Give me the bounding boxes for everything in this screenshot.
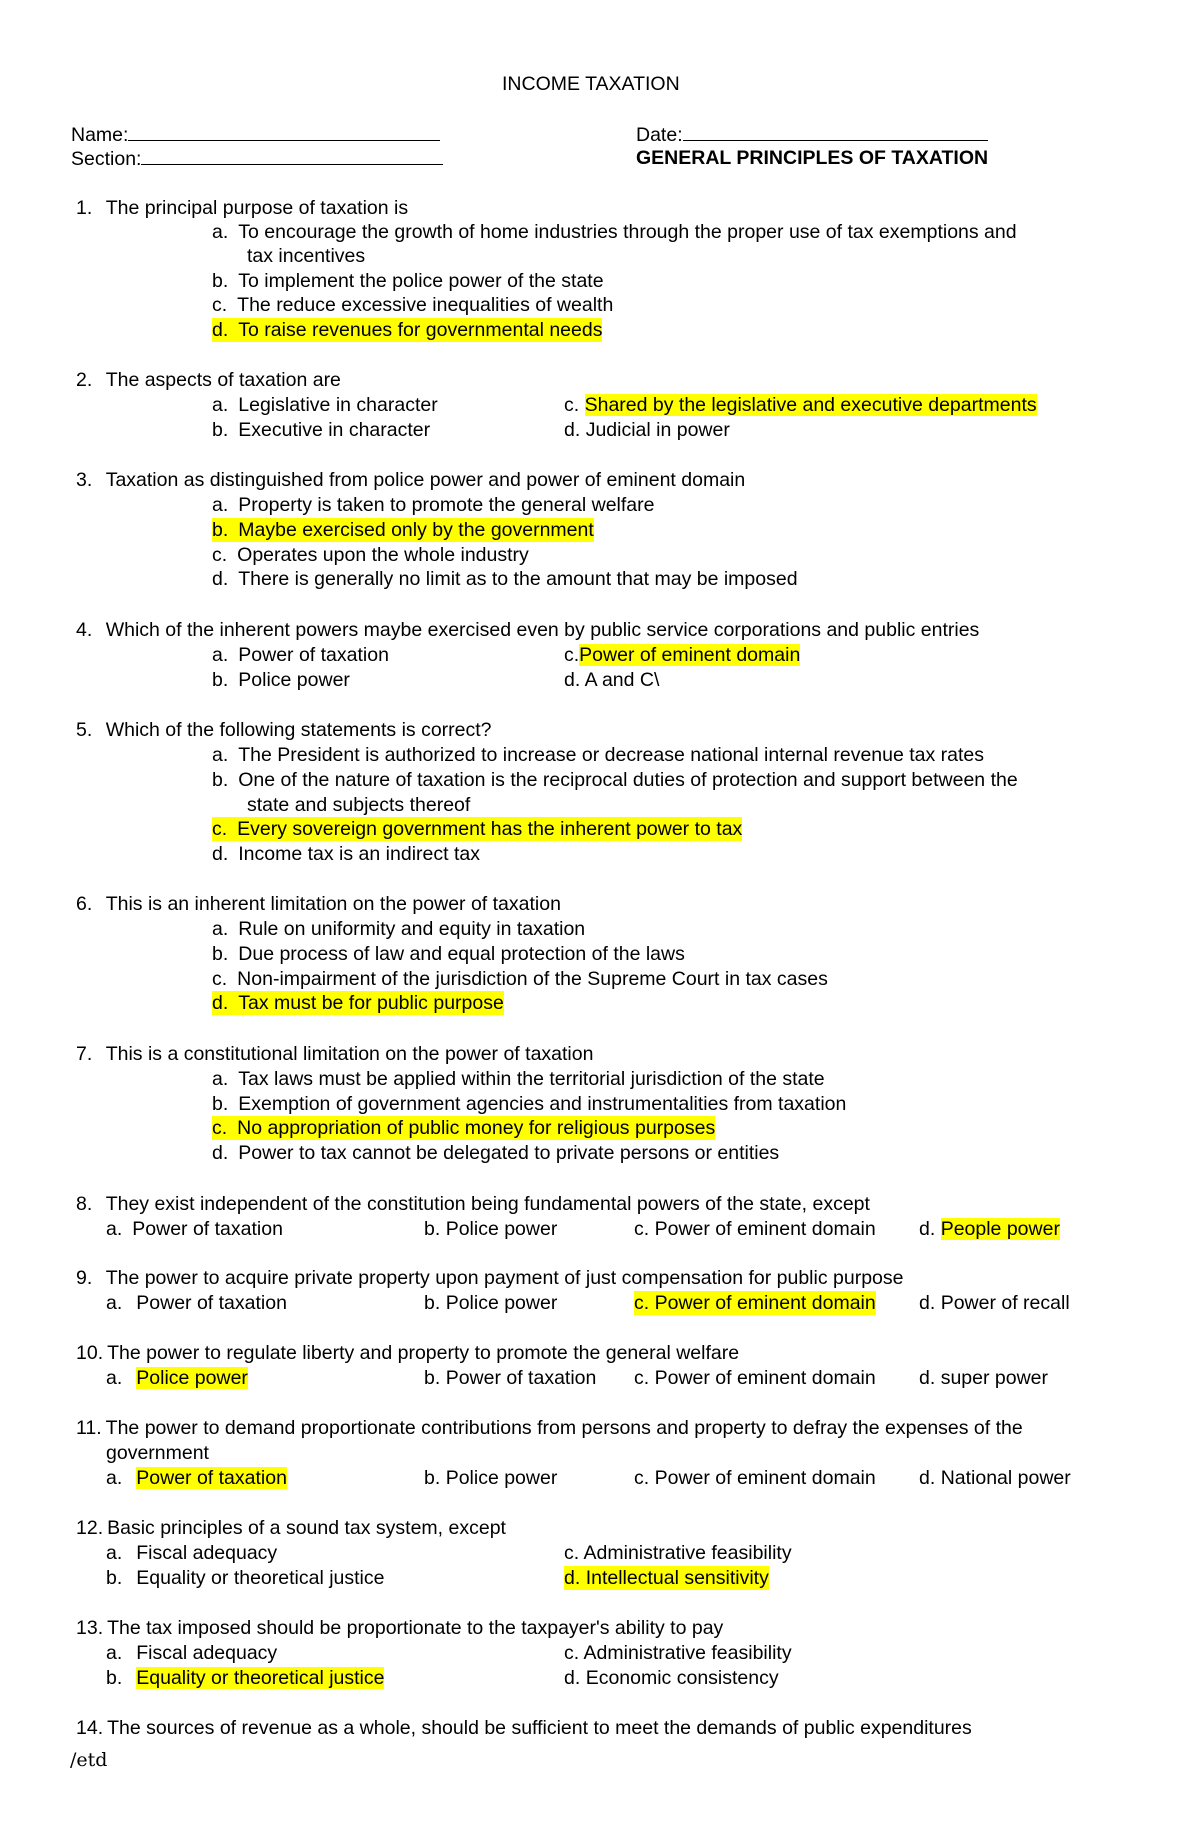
q1-option-a-cont: tax incentives	[247, 245, 366, 267]
q2-option-d: d. Judicial in power	[564, 419, 730, 441]
question-2: 2. The aspects of taxation are	[76, 369, 341, 391]
question-5: 5. Which of the following statements is correct?	[76, 719, 492, 741]
date-blank	[683, 122, 988, 141]
q1-option-b: b. To implement the police power of the state	[212, 270, 604, 292]
q9-option-d: d. Power of recall	[919, 1292, 1070, 1314]
q4-option-a: a. Power of taxation	[212, 644, 389, 666]
q7-option-b: b. Exemption of government agencies and instrumentalities from taxation	[212, 1093, 847, 1115]
q2-option-b: b. Executive in character	[212, 419, 431, 441]
question-3: 3. Taxation as distinguished from police power and power of eminent domain	[76, 469, 746, 491]
q12-option-a: a. Fiscal adequacy	[106, 1542, 278, 1564]
question-13: 13. The tax imposed should be proportionate to the taxpayer's ability to pay	[76, 1617, 724, 1639]
q6-option-d-correct: d. Tax must be for public purpose	[212, 992, 504, 1014]
date-label: Date:	[636, 124, 683, 146]
q8-option-b: b. Police power	[424, 1218, 558, 1240]
question-1: 1. The principal purpose of taxation is	[76, 197, 409, 219]
q10-option-c: c. Power of eminent domain	[634, 1367, 876, 1389]
q4-option-c-correct: c.Power of eminent domain	[564, 644, 801, 666]
q1-option-c: c. The reduce excessive inequalities of wealth	[212, 294, 614, 316]
q7-option-c-correct: c. No appropriation of public money for religious purposes	[212, 1117, 716, 1139]
q2-option-a: a. Legislative in character	[212, 394, 438, 416]
question-4: 4. Which of the inherent powers maybe exercised even by public service corporations and public entries	[76, 619, 980, 641]
q7-option-a: a. Tax laws must be applied within the territorial jurisdiction of the state	[212, 1068, 825, 1090]
name-field	[71, 122, 440, 146]
q10-option-b: b. Power of taxation	[424, 1367, 597, 1389]
question-10: 10. The power to regulate liberty and property to promote the general welfare	[76, 1342, 740, 1364]
q8-option-a: a. Power of taxation	[106, 1218, 283, 1240]
q6-option-a: a. Rule on uniformity and equity in taxation	[212, 918, 586, 940]
question-11-cont: government	[106, 1442, 209, 1464]
q5-option-d: d. Income tax is an indirect tax	[212, 843, 480, 865]
q6-option-b: b. Due process of law and equal protection of the laws	[212, 943, 685, 965]
q4-option-b: b. Police power	[212, 669, 350, 691]
q5-option-c-correct: c. Every sovereign government has the inherent power to tax	[212, 818, 743, 840]
section-field	[71, 146, 443, 170]
q1-option-d-correct: d. To raise revenues for governmental needs	[212, 319, 603, 341]
section-blank	[141, 146, 443, 165]
q11-option-a-correct: a. Power of taxation	[106, 1467, 287, 1489]
question-8: 8. They exist independent of the constitution being fundamental powers of the state, except	[76, 1193, 870, 1215]
q13-option-a: a. Fiscal adequacy	[106, 1642, 278, 1664]
question-6: 6. This is an inherent limitation on the power of taxation	[76, 893, 561, 915]
topic-heading: GENERAL PRINCIPLES OF TAXATION	[636, 147, 989, 169]
q7-option-d: d. Power to tax cannot be delegated to private persons or entities	[212, 1142, 780, 1164]
q9-option-b: b. Police power	[424, 1292, 558, 1314]
q11-option-d: d. National power	[919, 1467, 1071, 1489]
q11-option-b: b. Police power	[424, 1467, 558, 1489]
question-12: 12. Basic principles of a sound tax system, except	[76, 1517, 506, 1539]
q3-option-a: a. Property is taken to promote the general welfare	[212, 494, 655, 516]
q8-option-c: c. Power of eminent domain	[634, 1218, 876, 1240]
q3-option-d: d. There is generally no limit as to the amount that may be imposed	[212, 568, 798, 590]
q5-option-b: b. One of the nature of taxation is the reciprocal duties of protection and support between the	[212, 769, 1018, 791]
q6-option-c: c. Non-impairment of the jurisdiction of the Supreme Court in tax cases	[212, 968, 828, 990]
question-1-text: The principal purpose of taxation is	[105, 197, 409, 219]
q4-option-d: d. A and C\	[564, 669, 660, 691]
q12-option-c: c. Administrative feasibility	[564, 1542, 792, 1564]
q10-option-d: d. super power	[919, 1367, 1048, 1389]
footer-initials: /etd	[70, 1749, 108, 1771]
q13-option-c: c. Administrative feasibility	[564, 1642, 792, 1664]
page-title: INCOME TAXATION	[502, 73, 680, 95]
q2-option-c-correct: c. Shared by the legislative and executive departments	[564, 394, 1037, 416]
q3-option-b-correct: b. Maybe exercised only by the government	[212, 519, 594, 541]
q5-option-a: a. The President is authorized to increase or decrease national internal revenue tax rates	[212, 744, 985, 766]
question-14: 14. The sources of revenue as a whole, should be sufficient to meet the demands of public expenditures	[76, 1717, 972, 1739]
q8-option-d-correct: d. People power	[919, 1218, 1060, 1240]
q9-option-c-correct: c. Power of eminent domain	[634, 1292, 876, 1314]
q3-option-c: c. Operates upon the whole industry	[212, 544, 529, 566]
question-11: 11. The power to demand proportionate contributions from persons and property to defray the expenses of the	[76, 1417, 1023, 1439]
q10-option-a-correct: a. Police power	[106, 1367, 248, 1389]
name-blank	[128, 122, 440, 141]
q13-option-b-correct: b. Equality or theoretical justice	[106, 1667, 385, 1689]
question-9: 9. The power to acquire private property upon payment of just compensation for public purpose	[76, 1267, 904, 1289]
date-field	[636, 122, 988, 146]
question-7: 7. This is a constitutional limitation on the power of taxation	[76, 1043, 594, 1065]
name-label: Name:	[71, 124, 129, 146]
q13-option-d: d. Economic consistency	[564, 1667, 779, 1689]
q11-option-c: c. Power of eminent domain	[634, 1467, 876, 1489]
q5-option-b-cont: state and subjects thereof	[247, 794, 471, 816]
q12-option-b: b. Equality or theoretical justice	[106, 1567, 385, 1589]
section-label: Section:	[71, 148, 142, 170]
q1-option-a: a. To encourage the growth of home industries through the proper use of tax exemptions and	[212, 221, 1017, 243]
q12-option-d-correct: d. Intellectual sensitivity	[564, 1567, 769, 1589]
q9-option-a: a. Power of taxation	[106, 1292, 287, 1314]
